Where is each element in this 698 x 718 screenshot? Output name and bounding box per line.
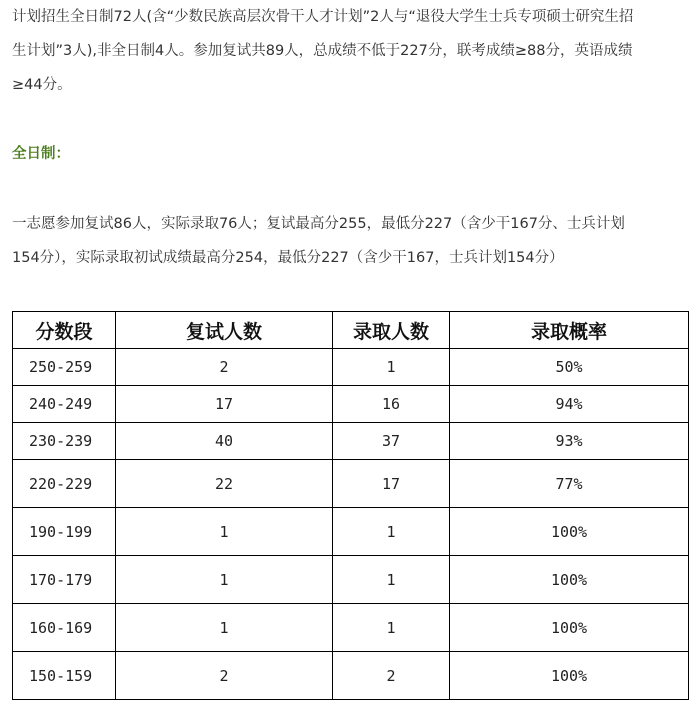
- detail-line: 154分），实际录取初试成绩最高分254，最低分227（含少干167，士兵计划154分）: [12, 250, 564, 266]
- cell-score-range: 170-179: [13, 556, 116, 604]
- table-row: [13, 349, 689, 386]
- cell-score-range: 190-199: [13, 508, 116, 556]
- summary-line: 计划招生全日制72人(含“少数民族高层次骨干人才计划”2人与“退役大学生士兵专项硕士研究生招: [12, 9, 634, 25]
- cell-admission-rate: 50%: [450, 349, 689, 386]
- cell-retest-count: 1: [116, 508, 333, 556]
- summary-line: 生计划”3人),非全日制4人。参加复试共89人，总成绩不低于227分，联考成绩≥88分，英语成绩: [12, 43, 633, 59]
- cell-score-range: 220-229: [13, 460, 116, 508]
- cell-admission-rate: 94%: [450, 386, 689, 423]
- cell-score-range: 160-169: [13, 604, 116, 652]
- cell-admission-rate: 100%: [450, 556, 689, 604]
- table-row: [13, 652, 689, 700]
- summary-line: ≥44分。: [12, 77, 72, 93]
- cell-score-range: 150-159: [13, 652, 116, 700]
- full-time-heading: 全日制：: [12, 146, 70, 162]
- full-time-detail-paragraph: [12, 207, 692, 275]
- score-distribution-table: [12, 311, 689, 700]
- table-row: [13, 460, 689, 508]
- cell-admission-rate: 100%: [450, 604, 689, 652]
- cell-retest-count: 2: [116, 349, 333, 386]
- cell-admitted-count: 1: [333, 604, 450, 652]
- table-row: [13, 604, 689, 652]
- cell-admission-rate: 100%: [450, 652, 689, 700]
- cell-retest-count: 1: [116, 556, 333, 604]
- cell-admission-rate: 100%: [450, 508, 689, 556]
- table-row: [13, 508, 689, 556]
- cell-admitted-count: 37: [333, 423, 450, 460]
- cell-retest-count: 17: [116, 386, 333, 423]
- cell-admitted-count: 1: [333, 349, 450, 386]
- table-row: [13, 423, 689, 460]
- table-header-row: [13, 312, 689, 349]
- header-admission-rate: 录取概率: [450, 312, 689, 349]
- cell-retest-count: 40: [116, 423, 333, 460]
- header-retest-count: 复试人数: [116, 312, 333, 349]
- cell-admitted-count: 17: [333, 460, 450, 508]
- cell-retest-count: 2: [116, 652, 333, 700]
- cell-score-range: 240-249: [13, 386, 116, 423]
- cell-admission-rate: 93%: [450, 423, 689, 460]
- cell-retest-count: 22: [116, 460, 333, 508]
- cell-score-range: 230-239: [13, 423, 116, 460]
- header-admitted-count: 录取人数: [333, 312, 450, 349]
- cell-admitted-count: 16: [333, 386, 450, 423]
- cell-admitted-count: 1: [333, 508, 450, 556]
- table-row: [13, 556, 689, 604]
- cell-score-range: 250-259: [13, 349, 116, 386]
- cell-admitted-count: 1: [333, 556, 450, 604]
- detail-line: 一志愿参加复试86人，实际录取76人；复试最高分255，最低分227（含少干167分、士兵计划: [12, 216, 625, 232]
- cell-admission-rate: 77%: [450, 460, 689, 508]
- table-row: [13, 386, 689, 423]
- cell-admitted-count: 2: [333, 652, 450, 700]
- cell-retest-count: 1: [116, 604, 333, 652]
- enrollment-summary-paragraph: [12, 0, 692, 102]
- header-score-range: 分数段: [13, 312, 116, 349]
